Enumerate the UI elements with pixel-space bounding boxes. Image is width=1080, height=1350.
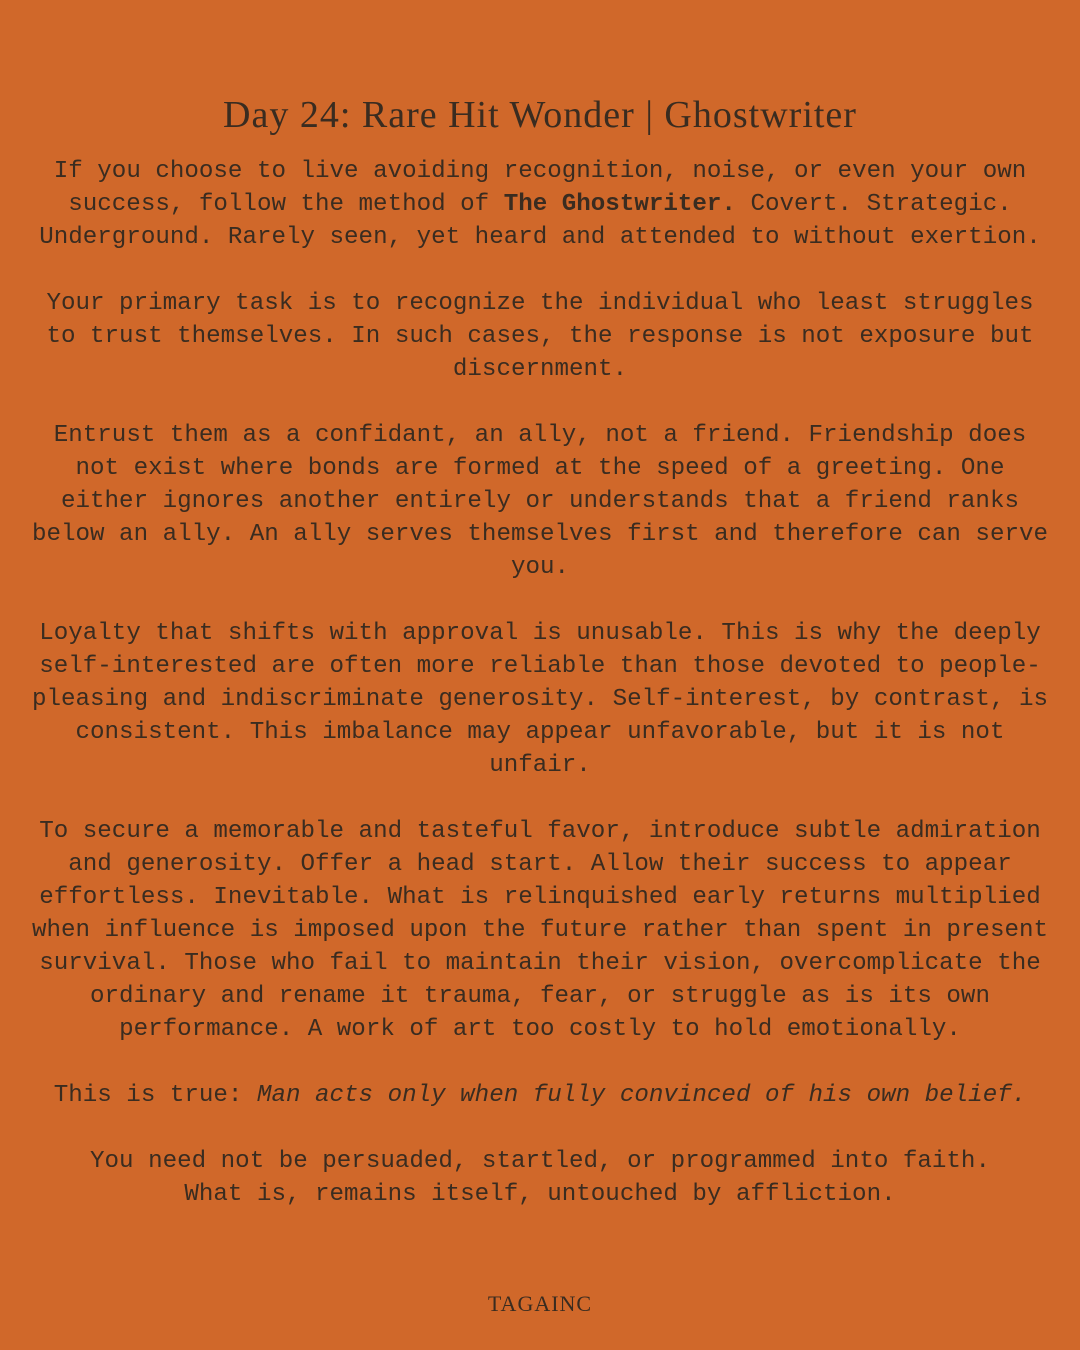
- page-title: Day 24: Rare Hit Wonder | Ghostwriter: [223, 94, 857, 137]
- ghostwriter-emphasis: The Ghostwriter.: [503, 191, 736, 218]
- body-text: [30, 155, 1050, 1244]
- paragraph-intro: [30, 155, 1050, 254]
- paragraph-loyalty: Loyalty that shifts with approval is unusable. This is why the deeply self-interested are often more reliable than those devoted to people-pleasing and indiscriminate generosity. Self-interest, by contrast, is consistent. This imbalance may appear unfavorable, but it is not unfair.: [31, 620, 1049, 779]
- paragraph-task: Your primary task is to recognize the individual who least struggles to trust themselves. In such cases, the response is not exposure but discernment.: [46, 290, 1034, 383]
- paragraph-truth: [30, 1079, 1050, 1112]
- intro-text-end: Covert. Strategic. Underground. Rarely seen, yet heard and attended to without exertion.: [39, 191, 1041, 251]
- paragraph-closing: [30, 1145, 1050, 1211]
- paragraph-favor: To secure a memorable and tasteful favor, introduce subtle admiration and generosity. Offer a head start. Allow their success to appear effortless. Inevitable. What is relinquished early returns multiplied when influence is imposed upon the future rather than spent in present survival. Those who fail to maintain their vision, overcomplicate the ordinary and rename it trauma, fear, or struggle as is its own performance. A work of art too costly to hold emotionally.: [31, 818, 1049, 1043]
- footer-brand: TAGAINC: [487, 1291, 593, 1316]
- intro-text: If you choose to live avoiding recognition, noise, or even your own success, follow the method of: [53, 158, 1027, 218]
- closing-line-2: What is, remains itself, untouched by affliction.: [184, 1181, 896, 1208]
- closing-line-1: You need not be persuaded, startled, or programmed into faith.: [90, 1148, 990, 1175]
- truth-quote: Man acts only when fully convinced of his own belief.: [256, 1082, 1027, 1109]
- truth-lead: This is true:: [53, 1082, 257, 1109]
- paragraph-ally: Entrust them as a confidant, an ally, not a friend. Friendship does not exist where bonds are formed at the speed of a greeting. One either ignores another entirely or understands that a friend ranks below an ally. An ally serves themselves first and therefore can serve you.: [31, 422, 1049, 581]
